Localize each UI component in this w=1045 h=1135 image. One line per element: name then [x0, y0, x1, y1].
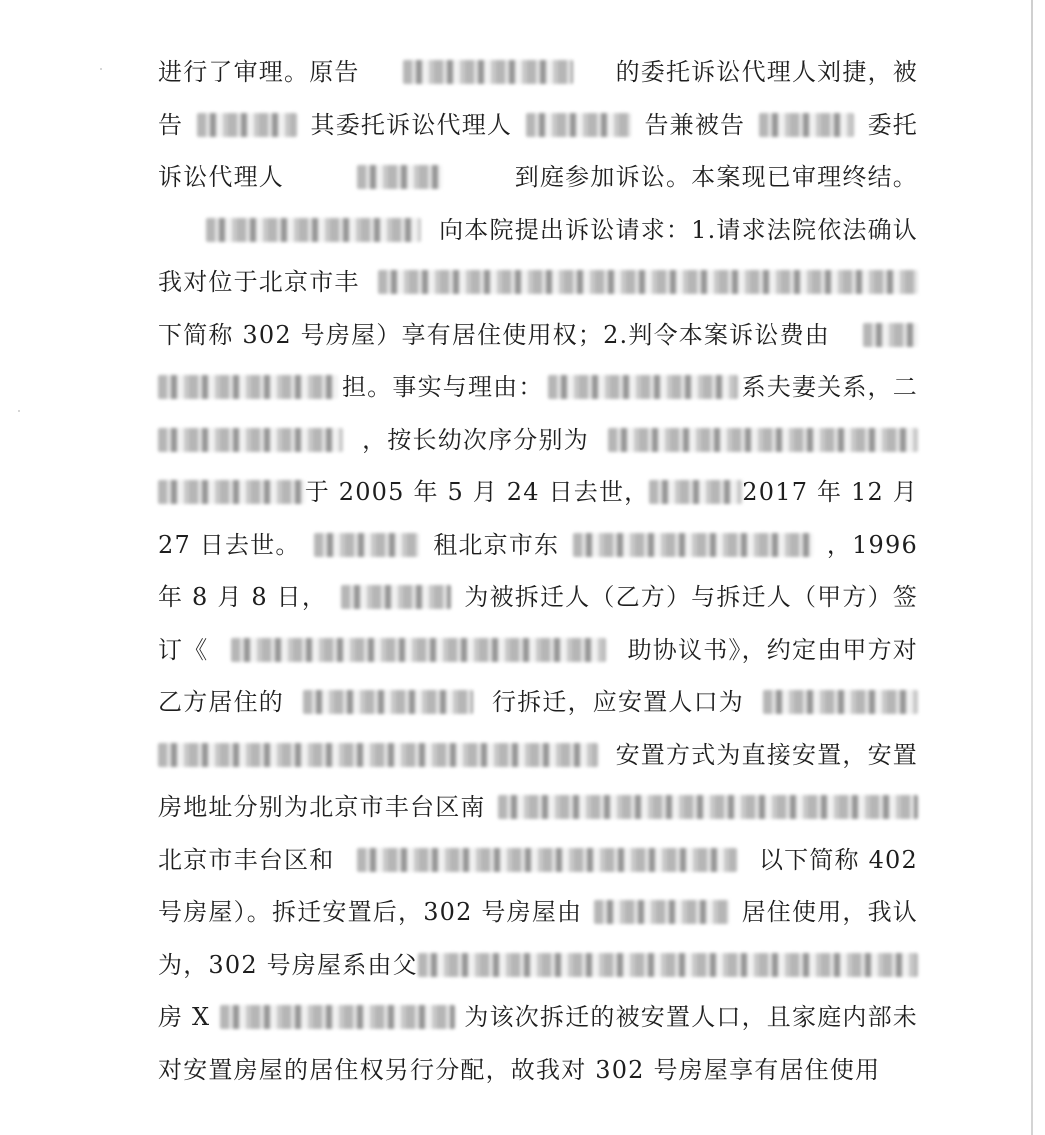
text-line — [158, 735, 918, 775]
text-line — [158, 262, 918, 302]
text-segment: 其委托诉讼代理人 — [310, 110, 513, 139]
redaction-mark — [573, 533, 813, 557]
text-segment: 2017 年 12 月 — [742, 478, 918, 506]
text-line — [158, 157, 918, 197]
text-segment: ，按长幼次序分别为 — [362, 425, 589, 454]
text-segment: 于 2005 年 5 月 24 日去世， — [304, 478, 650, 506]
text-segment: 系夫妻关系，二 — [741, 373, 918, 401]
text-line — [158, 472, 918, 512]
text-segment: 安置方式为直接安置，安置 — [615, 740, 918, 769]
text-segment: 行拆迁，应安置人口为 — [492, 688, 744, 716]
text-segment: ，1996 — [826, 530, 918, 559]
redaction-mark — [403, 60, 573, 84]
redaction-mark — [548, 375, 738, 399]
text-segment: 北京市丰台区和 — [158, 845, 335, 874]
text-segment: 到庭参加诉讼。本案现已审理终结。 — [514, 163, 918, 191]
text-segment: 告 — [158, 110, 184, 139]
text-segment: 下简称 302 号房屋）享有居住使用权；2.判令本案诉讼费由 — [158, 320, 830, 349]
scan-margin-line — [1031, 0, 1033, 1135]
text-segment: 担。事实与理由： — [341, 373, 544, 401]
text-line — [158, 577, 918, 617]
redaction-mark — [863, 323, 918, 347]
text-segment: 为，302 号房屋系由父 — [158, 950, 418, 979]
redaction-mark — [303, 690, 473, 714]
text-line — [158, 630, 918, 670]
redaction-mark — [220, 1005, 455, 1029]
text-line — [158, 52, 918, 92]
text-segment: 年 8 月 8 日， — [158, 583, 328, 611]
text-line — [158, 892, 918, 932]
redaction-mark — [158, 743, 598, 767]
text-line — [158, 682, 918, 722]
redaction-mark — [608, 428, 918, 452]
redaction-mark — [231, 638, 606, 662]
text-segment: 我对位于北京市丰 — [158, 268, 360, 296]
text-segment: 乙方居住的 — [158, 688, 284, 716]
text-segment: 居住使用，我认 — [741, 898, 918, 926]
redaction-mark — [158, 480, 305, 504]
text-segment: 对安置房屋的居住权另行分配，故我对 302 号房屋享有居住使用 — [158, 1055, 881, 1084]
scan-speck — [18, 410, 20, 412]
text-line — [158, 1050, 918, 1090]
scan-speck — [100, 68, 102, 70]
text-segment: 订《 — [158, 635, 209, 664]
redaction-mark — [594, 900, 729, 924]
text-segment: 委托 — [867, 110, 918, 139]
text-segment: 向本院提出诉讼请求：1.请求法院依法确认 — [439, 215, 918, 244]
text-segment: 房地址分别为北京市丰台区南 — [158, 793, 486, 821]
redaction-mark — [206, 218, 421, 242]
redaction-mark — [357, 165, 442, 189]
redaction-mark — [314, 533, 419, 557]
text-line — [158, 525, 918, 565]
text-line — [158, 945, 918, 985]
redaction-mark — [357, 848, 737, 872]
text-line — [158, 315, 918, 355]
redaction-mark — [759, 113, 854, 137]
text-segment: 号房屋）。拆迁安置后，302 号房屋由 — [158, 898, 583, 926]
text-segment: 进行了审理。原告 — [158, 58, 360, 86]
text-segment: 以下简称 402 — [758, 845, 918, 874]
text-segment: 为被拆迁人（乙方）与拆迁人（甲方）签 — [464, 583, 918, 611]
redaction-mark — [158, 428, 343, 452]
redaction-mark — [341, 585, 451, 609]
redaction-mark — [649, 480, 742, 504]
text-line — [158, 420, 918, 460]
redaction-mark — [526, 113, 631, 137]
text-segment: 租北京市东 — [433, 530, 560, 559]
text-segment: 27 日去世。 — [158, 530, 301, 559]
redaction-mark — [378, 270, 918, 294]
redaction-mark — [498, 795, 918, 819]
redaction-mark — [418, 953, 918, 977]
text-line — [158, 367, 918, 407]
text-line — [158, 787, 918, 827]
redaction-mark — [197, 113, 297, 137]
text-segment: 助协议书》，约定由甲方对 — [627, 635, 918, 664]
text-segment: 房 X — [158, 1003, 211, 1031]
text-line — [158, 105, 918, 145]
redaction-mark — [763, 690, 918, 714]
text-segment: 的委托诉讼代理人刘捷，被 — [615, 58, 918, 86]
text-line — [158, 997, 918, 1037]
redaction-mark — [158, 375, 338, 399]
text-segment: 诉讼代理人 — [158, 163, 284, 191]
text-segment: 为该次拆迁的被安置人口，且家庭内部未 — [464, 1003, 918, 1031]
text-segment: 告兼被告 — [644, 110, 746, 139]
text-line — [206, 210, 918, 250]
text-line — [158, 840, 918, 880]
